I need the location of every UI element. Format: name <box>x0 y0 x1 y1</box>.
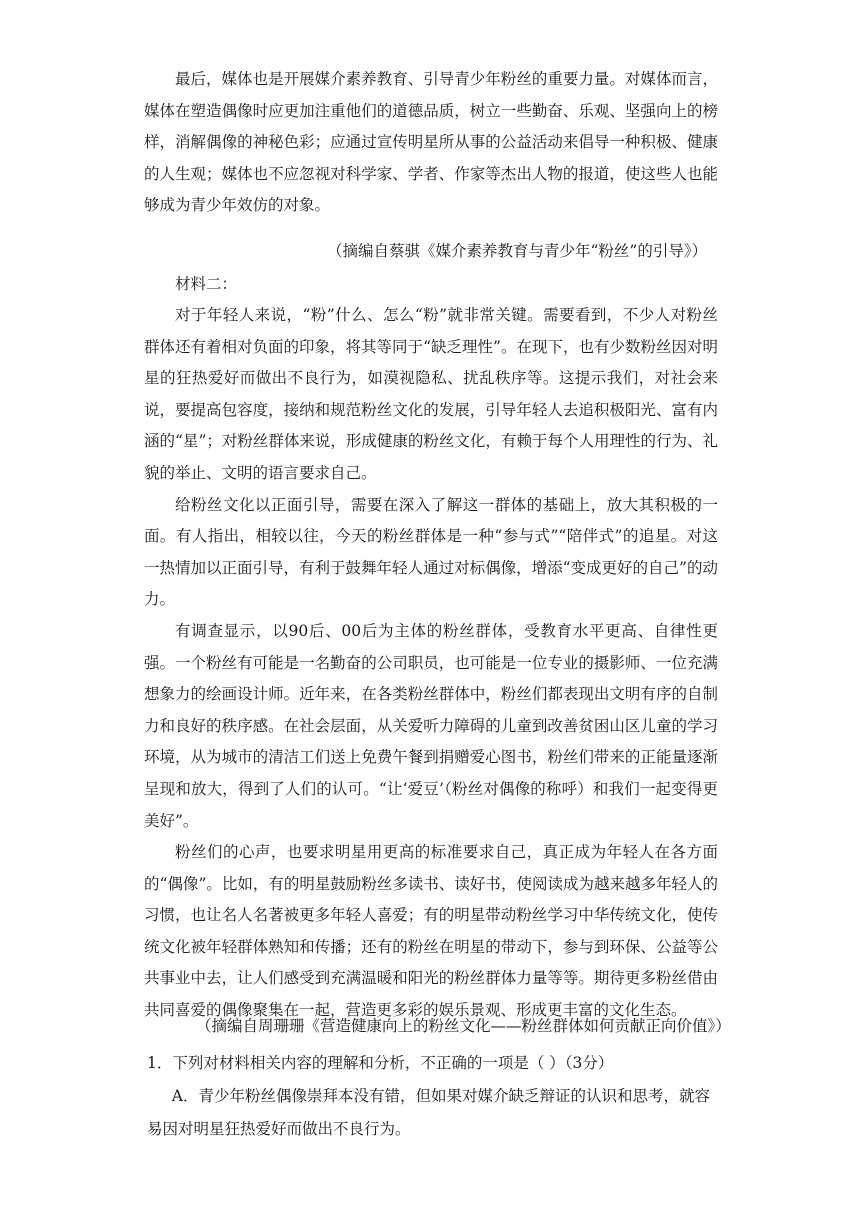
paragraph: 对于年轻人来说，“粉”什么、怎么“粉”就非常关键。需要看到，不少人对粉丝群体还有着相对负面的印象，将其等同于“缺乏理性”。在现下，也有少数粉丝因对明星的狂热爱好而做出不良行为，如漠视隐私、扰乱秩序等。这提示我们，对社会来说，要提高包容度，接纳和规范粉丝文化的发展，引导年轻人去追积极阳光、富有内涵的“星”；对粉丝群体来说，形成健康的粉丝文化，有赖于每个人用理性的行为、礼貌的举止、文明的语言要求自己。 <box>144 306 718 482</box>
option-a <box>147 1080 721 1146</box>
option-a-text: A．青少年粉丝偶像崇拜本没有错，但如果对媒介缺乏辩证的认识和思考，就容易因对明星狂热爱好而做出不良行为。 <box>147 1087 710 1138</box>
paragraph: 粉丝们的心声，也要求明星用更高的标准要求自己，真正成为年轻人在各方面的“偶像”。比如，有的明星鼓励粉丝多读书、读好书，使阅读成为越来越多年轻人的习惯，也让名人名著被更多年轻人喜爱；有的明星带动粉丝学习中华传统文化，使传统文化被年轻群体熟知和传播；还有的粉丝在明星的带动下，参与到环保、公益等公共事业中去，让人们感受到充满温暖和阳光的粉丝群体力量等等。期待更多粉丝借由共同喜爱的偶像聚集在一起，营造更多彩的娱乐景观、形成更丰富的文化生态。 <box>144 843 718 1020</box>
material2-label: 材料二： <box>175 275 238 293</box>
paragraph: 最后，媒体也是开展媒介素养教育、引导青少年粉丝的重要力量。对媒体而言，媒体在塑造偶像时应更加注重他们的道德品质，树立一些勤奋、乐观、坚强向上的榜样，消解偶像的神秘色彩；应通过宣传明星所从事的公益活动来倡导一种积极、健康的人生观；媒体也不应忽视对科学家、学者、作家等杰出人物的报道，使这些人也能够成为青少年效仿的对象。 <box>144 70 718 215</box>
paragraph: 有调查显示，以90后、00后为主体的粉丝群体，受教育水平更高、自律性更强。一个粉丝有可能是一名勤奋的公司职员，也可能是一位专业的摄影师、一位充满想象力的绘画设计师。近年来，在各类粉丝群体中，粉丝们都表现出文明有序的自制力和良好的秩序感。在社会层面，从关爱听力障碍的儿童到改善贫困山区儿童的学习环境，从为城市的清洁工们送上免费午餐到捐赠爱心图书，粉丝们带来的正能量逐渐呈现和放大，得到了人们的认可。“让‘爱豆’（粉丝对偶像的称呼）和我们一起变得更美好”。 <box>144 621 718 830</box>
source-citation-2: （摘编自周珊珊《营造健康向上的粉丝文化——粉丝群体如何贡献正向价值》） <box>196 1017 731 1035</box>
source-citation-1: （摘编自蔡骐《媒介素养教育与青少年“粉丝”的引导》） <box>327 242 708 260</box>
material2-body <box>144 300 718 1027</box>
material1-closing-paragraph <box>144 64 718 222</box>
question-1: 1．下列对材料相关内容的理解和分析，不正确的一项是（ ）（3分） <box>147 1054 614 1072</box>
paragraph: 给粉丝文化以正面引导，需要在深入了解这一群体的基础上，放大其积极的一面。有人指出，相较以往，今天的粉丝群体是一种“参与式”“陪伴式”的追星。对这一热情加以正面引导，有利于鼓舞年轻人通过对标偶像，增添“变成更好的自己”的动力。 <box>144 495 718 609</box>
